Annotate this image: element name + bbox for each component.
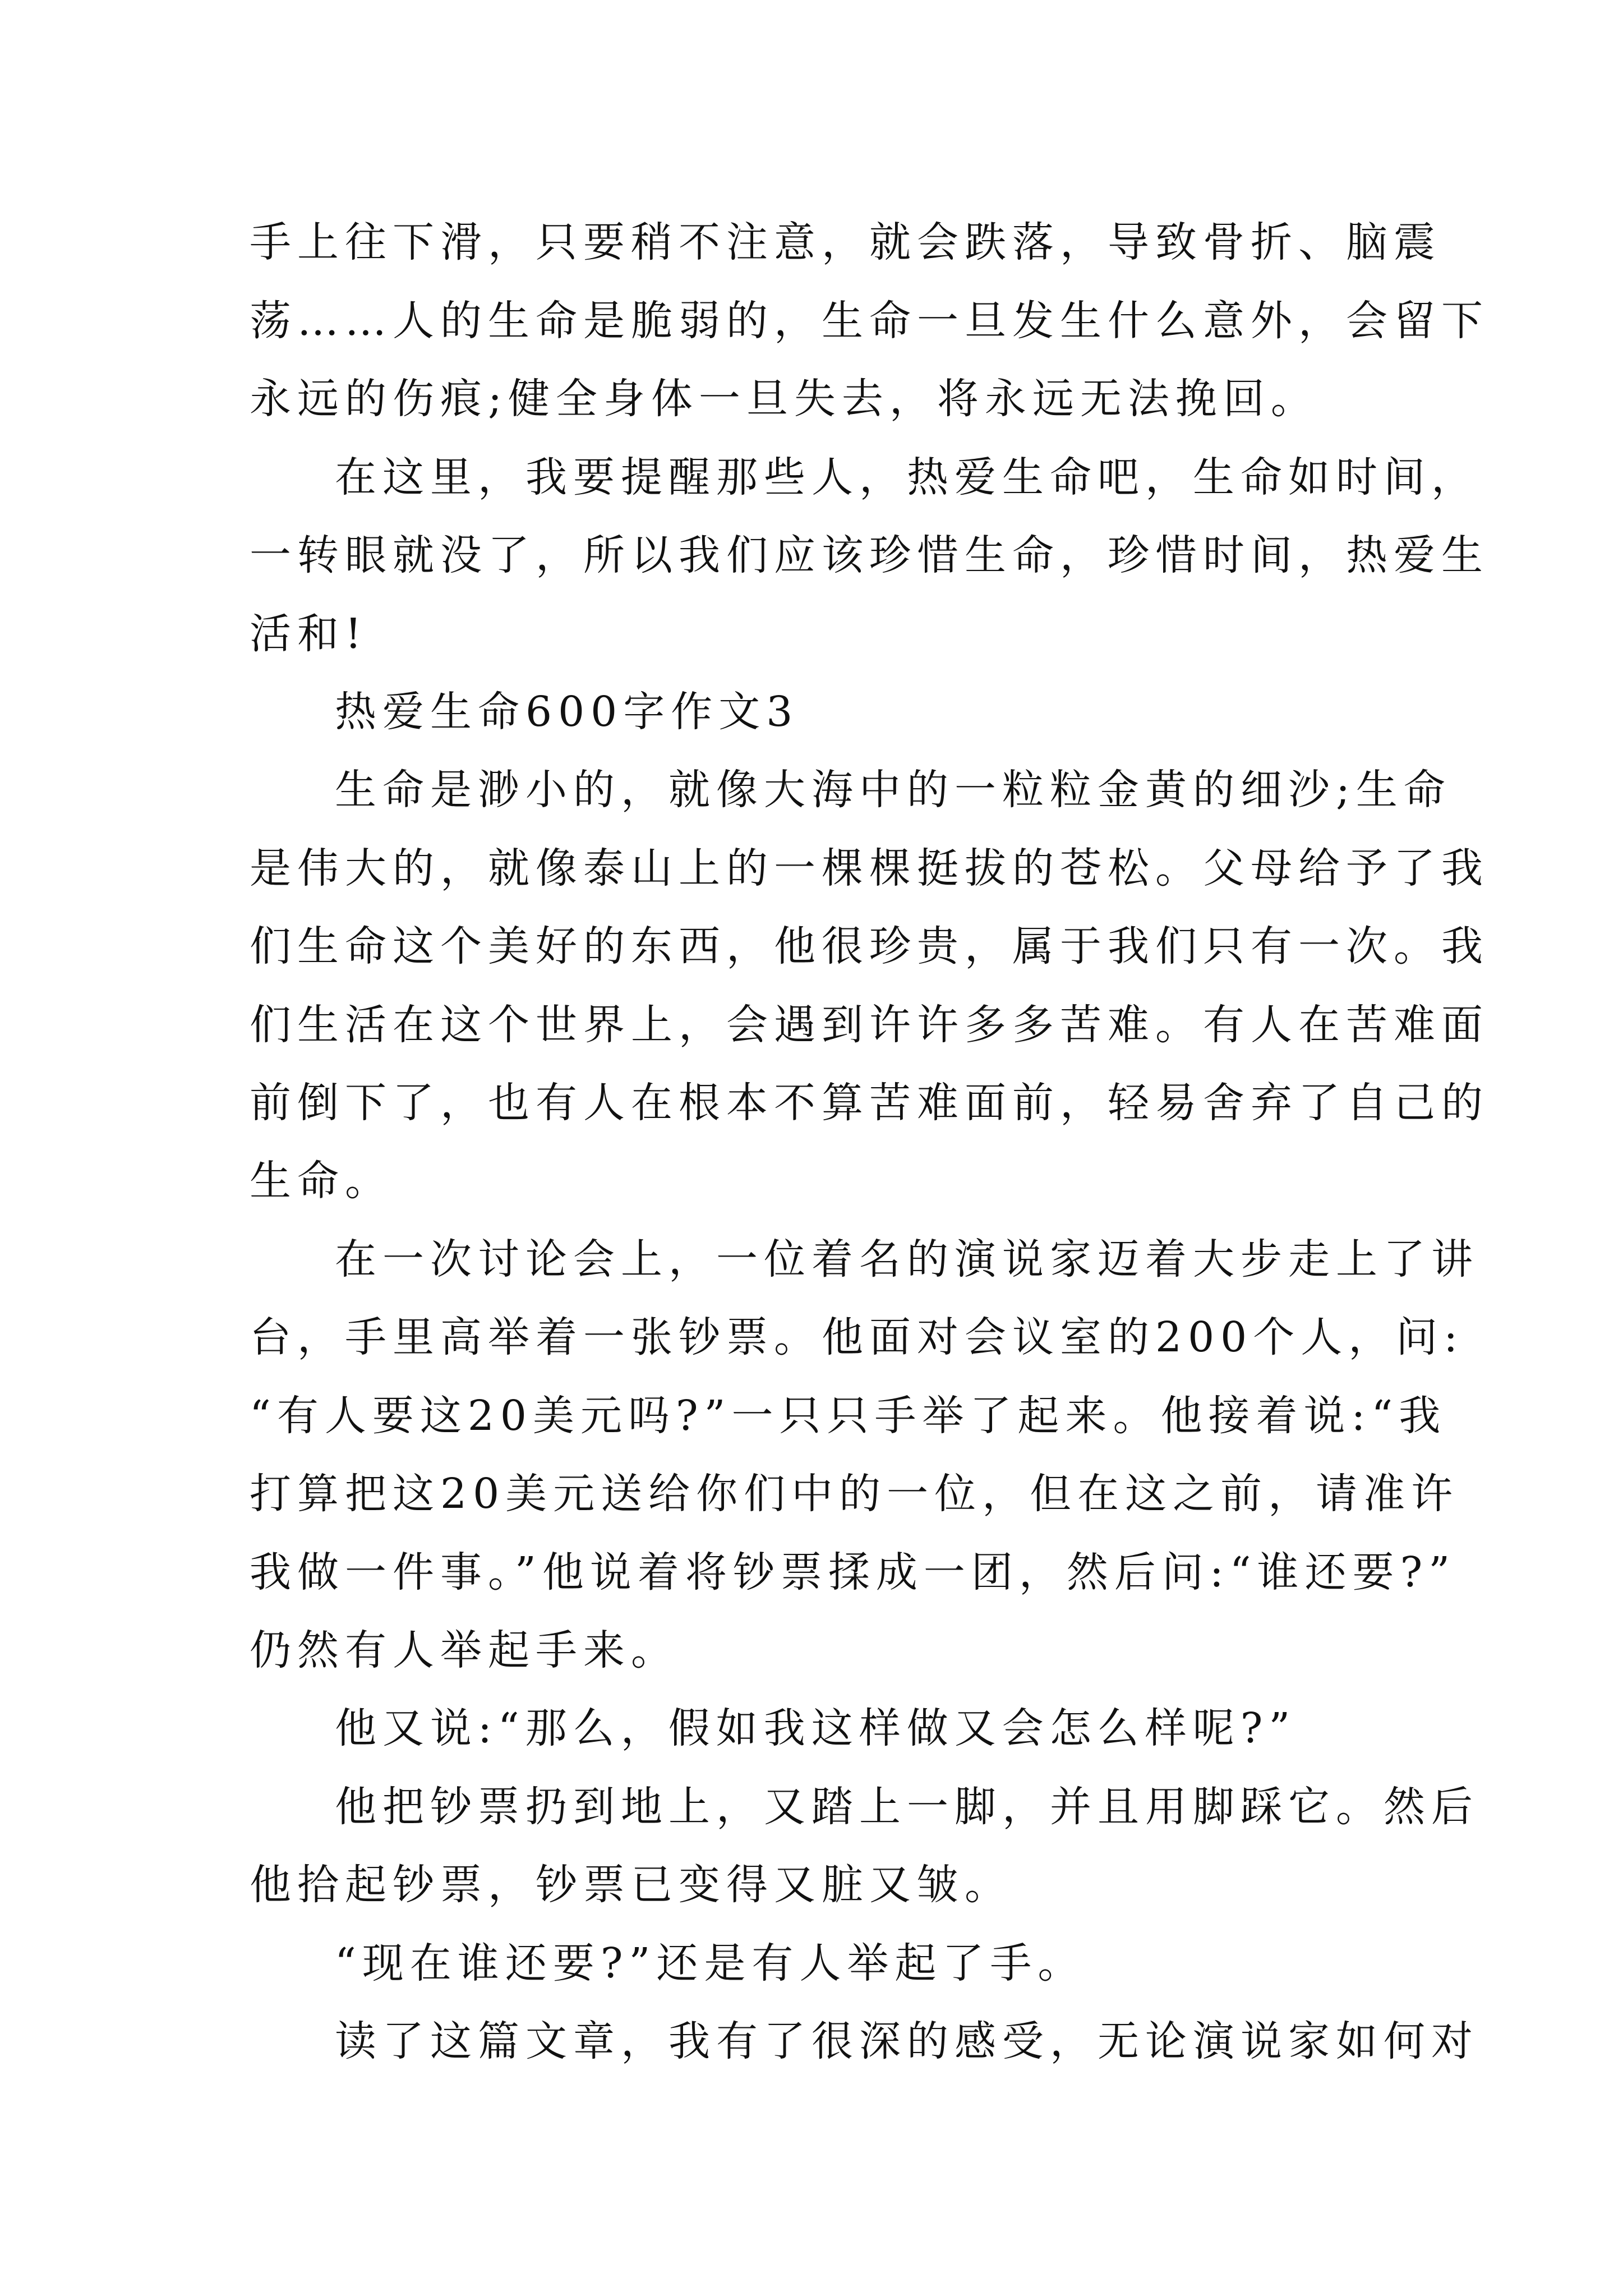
text-line: 在这里，我要提醒那些人，热爱生命吧，生命如时间，	[335, 453, 1479, 501]
text-line: 是伟大的，就像泰山上的一棵棵挺拔的苍松。父母给予了我	[250, 844, 1489, 892]
text-line: 们生命这个美好的东西，他很珍贵，属于我们只有一次。我	[250, 922, 1489, 970]
text-line: 他拾起钞票，钞票已变得又脏又皱。	[250, 1861, 1012, 1909]
text-line: 他把钞票扔到地上，又踏上一脚，并且用脚踩它。然后	[335, 1783, 1479, 1831]
text-line: 仍然有人举起手来。	[250, 1626, 679, 1674]
text-line: 前倒下了，也有人在根本不算苦难面前，轻易舍弃了自己的	[250, 1079, 1489, 1127]
text-line: 台，手里高举着一张钞票。他面对会议室的200个人，问:	[250, 1313, 1464, 1361]
text-line: 打算把这20美元送给你们中的一位，但在这之前，请准许	[250, 1470, 1459, 1518]
text-line: 读了这篇文章，我有了很深的感受，无论演说家如何对	[335, 2017, 1479, 2065]
text-line: 生命是渺小的，就像大海中的一粒粒金黄的细沙;生命	[335, 766, 1451, 814]
text-line: 们生活在这个世界上，会遇到许许多多苦难。有人在苦难面	[250, 1001, 1489, 1049]
text-line: 永远的伤痕;健全身体一旦失去，将永远无法挽回。	[250, 375, 1318, 423]
text-line: 活和!	[250, 610, 368, 658]
text-line: 手上往下滑，只要稍不注意，就会跌落，导致骨折、脑震	[250, 218, 1441, 266]
text-line: 在一次讨论会上，一位着名的演说家迈着大步走上了讲	[335, 1235, 1479, 1283]
text-line: 生命。	[250, 1157, 393, 1205]
text-line: 荡……人的生命是脆弱的，生命一旦发生什么意外，会留下	[250, 297, 1489, 345]
text-line: “有人要这20美元吗?”一只只手举了起来。他接着说:“我	[250, 1392, 1447, 1440]
text-line: 他又说:“那么，假如我这样做又会怎么样呢?”	[335, 1704, 1297, 1752]
text-line: 一转眼就没了，所以我们应该珍惜生命，珍惜时间，热爱生	[250, 531, 1489, 579]
text-line: “现在谁还要?”还是有人举起了手。	[335, 1939, 1086, 1987]
section-heading: 热爱生命600字作文3	[335, 688, 799, 736]
text-line: 我做一件事。”他说着将钞票揉成一团，然后问:“谁还要?”	[250, 1548, 1456, 1596]
